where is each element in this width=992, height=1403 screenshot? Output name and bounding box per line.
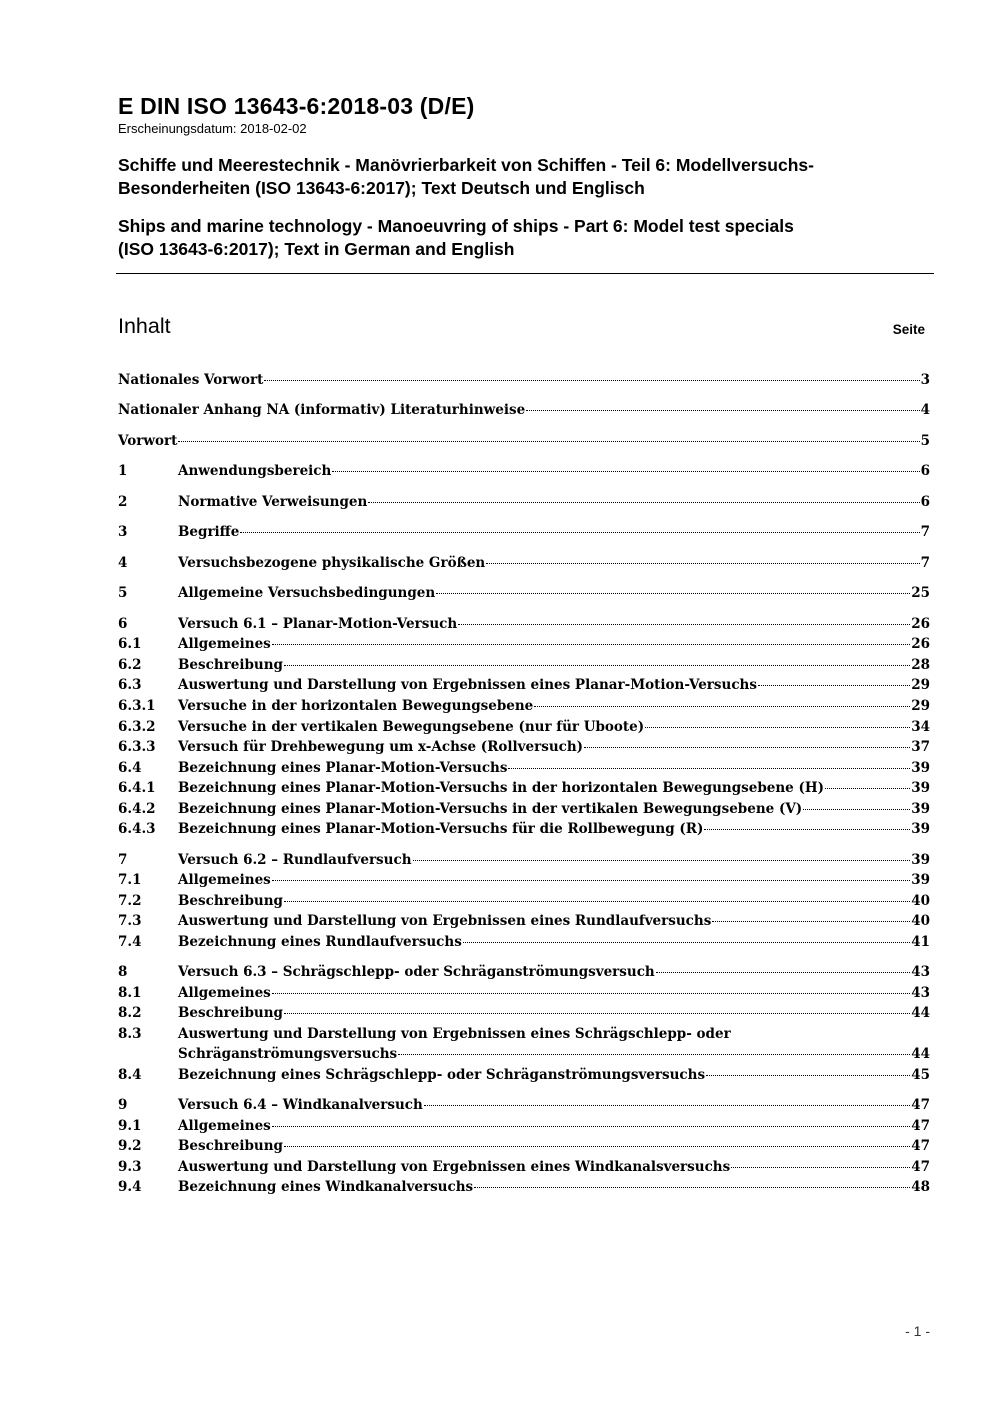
toc-entry[interactable]: [118, 636, 930, 656]
toc-entry-title: Bezeichnung eines Rundlaufversuchs: [178, 934, 462, 950]
toc-entry-text: [178, 1138, 930, 1154]
toc-entry-number: 6.4.2: [118, 801, 156, 817]
toc-entry-number: 1: [118, 463, 128, 479]
toc-entry-text: [178, 1067, 930, 1083]
toc-dot-leader: [534, 706, 910, 707]
toc-entry-title: Allgemeines: [178, 985, 271, 1001]
toc-dot-leader: [825, 788, 910, 789]
toc-entry-text: [178, 1005, 930, 1021]
toc-entry[interactable]: [118, 1067, 930, 1087]
toc-page-label: Seite: [892, 322, 925, 337]
toc-entry-title: Vorwort: [118, 433, 178, 449]
toc-entry-number: 8.1: [118, 985, 142, 1001]
toc-entry-title: Auswertung und Darstellung von Ergebnissen eines Planar-Motion-Versuchs: [178, 677, 757, 693]
toc-entry-page: 40: [911, 913, 930, 929]
toc-dot-leader: [584, 747, 910, 748]
toc-entry[interactable]: [118, 934, 930, 954]
toc-entry-page: 39: [911, 852, 930, 868]
toc-entry-text: [178, 780, 930, 796]
toc-entry-page: 47: [911, 1097, 930, 1113]
toc-dot-leader: [272, 1126, 910, 1127]
document-header: [118, 92, 934, 261]
toc-entry[interactable]: [118, 402, 930, 422]
toc-dot-leader: [240, 532, 919, 533]
toc-entry-text: [178, 913, 930, 929]
toc-entry[interactable]: [118, 433, 930, 453]
toc-entry-page: 4: [920, 402, 930, 418]
toc-dot-leader: [284, 901, 910, 902]
toc-entry-title: Allgemeine Versuchsbedingungen: [178, 585, 436, 601]
toc-entry-title: Versuch 6.3 – Schrägschlepp- oder Schräganströmungsversuch: [178, 964, 655, 980]
toc-dot-leader: [803, 809, 910, 810]
toc-entry-text: [178, 585, 930, 601]
toc-entry-number: 7.2: [118, 893, 142, 909]
toc-entry-title: Versuch 6.2 – Rundlaufversuch: [178, 852, 412, 868]
title-german-line-2: Besonderheiten (ISO 13643-6:2017); Text Deutsch und Englisch: [118, 178, 645, 198]
toc-dot-leader: [486, 563, 919, 564]
toc-entry-text: [178, 463, 930, 479]
toc-entry-title: Nationaler Anhang NA (informativ) Literaturhinweise: [118, 402, 526, 418]
toc-entry-page: 39: [911, 780, 930, 796]
toc-entry-text: [178, 964, 930, 980]
toc-dot-leader: [436, 593, 910, 594]
toc-entry-number: 6.4: [118, 760, 142, 776]
toc-entry[interactable]: [118, 872, 930, 892]
title-english-line-2: (ISO 13643-6:2017); Text in German and English: [118, 239, 515, 259]
toc-entry-page: 47: [911, 1159, 930, 1175]
toc-entry-page: 41: [911, 934, 930, 950]
toc-entry[interactable]: [118, 801, 930, 821]
toc-entry[interactable]: [118, 985, 930, 1005]
toc-entry-text: [178, 760, 930, 776]
toc-entry-text: [178, 1046, 930, 1062]
toc-entry-number: 7: [118, 852, 128, 868]
toc-entry-number: 3: [118, 524, 128, 540]
toc-entry-text: [178, 852, 930, 868]
toc-entry-page: 7: [920, 524, 930, 540]
toc-entry-page: 37: [911, 739, 930, 755]
toc-entry[interactable]: [118, 760, 930, 780]
toc-dot-leader: [656, 972, 910, 973]
toc-entry-title: Beschreibung: [178, 1005, 283, 1021]
toc-entry-title: Beschreibung: [178, 657, 283, 673]
toc-entry[interactable]: [118, 463, 930, 483]
toc-entry-text: [178, 893, 930, 909]
toc-dot-leader: [731, 1167, 910, 1168]
toc-entry-page: 29: [911, 698, 930, 714]
toc-entry-page: 44: [911, 1005, 930, 1021]
toc-entry-title: Versuche in der vertikalen Bewegungsebene (nur für Uboote): [178, 719, 645, 735]
toc-entry-title: Versuch für Drehbewegung um x-Achse (Rollversuch): [178, 739, 584, 755]
toc-dot-leader: [178, 441, 919, 442]
toc-entry[interactable]: [118, 964, 930, 984]
toc-entry-page: 39: [911, 760, 930, 776]
toc-dot-leader: [284, 1013, 910, 1014]
toc-entry-page: 40: [911, 893, 930, 909]
toc-entry-number: 6: [118, 616, 128, 632]
toc-entry-text: [178, 555, 930, 571]
toc-entry[interactable]: [118, 616, 930, 636]
toc-entry-title: Bezeichnung eines Schrägschlepp- oder Schräganströmungsversuchs: [178, 1067, 706, 1083]
toc-entry-page: 39: [911, 801, 930, 817]
toc-entry-number: 9.3: [118, 1159, 142, 1175]
toc-entry[interactable]: [118, 1097, 930, 1117]
toc-entry-number: 4: [118, 555, 128, 571]
toc-entry-number: 8.4: [118, 1067, 142, 1083]
toc-entry-title: Nationales Vorwort: [118, 372, 264, 388]
toc-entry-number: 7.3: [118, 913, 142, 929]
toc-entry-number: 9.2: [118, 1138, 142, 1154]
toc-entry[interactable]: [118, 852, 930, 872]
toc-entry-page: 5: [920, 433, 930, 449]
toc-entry[interactable]: [118, 1046, 930, 1066]
toc-entry-text: [178, 524, 930, 540]
toc-entry-text: [178, 1159, 930, 1175]
toc-entry-page: 47: [911, 1138, 930, 1154]
toc-heading: Inhalt: [118, 314, 171, 338]
toc-entry-title: Anwendungsbereich: [178, 463, 332, 479]
toc-entry-title: Versuche in der horizontalen Bewegungsebene: [178, 698, 534, 714]
toc-entry[interactable]: [118, 1138, 930, 1158]
toc-entry-text: [118, 402, 930, 418]
toc-dot-leader: [463, 942, 910, 943]
toc-dot-leader: [264, 380, 919, 381]
toc-entry[interactable]: [118, 1026, 930, 1046]
toc-entry-page: 48: [911, 1179, 930, 1195]
toc-entry-text: [178, 677, 930, 693]
toc-entry-number: 6.3.3: [118, 739, 156, 755]
toc-entry-title: Allgemeines: [178, 872, 271, 888]
toc-entry-number: 6.4.3: [118, 821, 156, 837]
toc-entry-text: [178, 801, 930, 817]
toc-entry-page: 29: [911, 677, 930, 693]
toc-entry[interactable]: [118, 739, 930, 759]
toc-entry-text: [178, 698, 930, 714]
toc-entry[interactable]: [118, 1005, 930, 1025]
toc-entry[interactable]: [118, 585, 930, 605]
toc-entry-page: 28: [911, 657, 930, 673]
toc-dot-leader: [368, 502, 919, 503]
toc-entry-page: 47: [911, 1118, 930, 1134]
toc-entry-number: 7.1: [118, 872, 142, 888]
toc-entry-text: [178, 1179, 930, 1195]
toc-entry-title: Allgemeines: [178, 636, 271, 652]
toc-dot-leader: [332, 471, 919, 472]
toc-entry-text: [178, 1026, 930, 1042]
toc-entry-title: Bezeichnung eines Planar-Motion-Versuchs: [178, 760, 508, 776]
toc-entry-title: Auswertung und Darstellung von Ergebnissen eines Windkanalsversuchs: [178, 1159, 731, 1175]
toc-entry-text: [178, 934, 930, 950]
toc-entry-page: 43: [911, 964, 930, 980]
toc-entry[interactable]: [118, 821, 930, 841]
toc-dot-leader: [758, 685, 910, 686]
toc-entry-text: [178, 494, 930, 510]
toc-entry-number: 2: [118, 494, 128, 510]
publication-date: Erscheinungsdatum: 2018-02-02: [118, 121, 307, 136]
toc-dot-leader: [706, 1075, 910, 1076]
toc-entry[interactable]: [118, 698, 930, 718]
toc-entry-page: 34: [911, 719, 930, 735]
toc-entry-page: 25: [911, 585, 930, 601]
toc-entry-title: Versuch 6.4 – Windkanalversuch: [178, 1097, 423, 1113]
toc-entry[interactable]: [118, 657, 930, 677]
toc-dot-leader: [272, 880, 910, 881]
toc-dot-leader: [704, 829, 910, 830]
toc-entry-page: 43: [911, 985, 930, 1001]
toc-entry-title: Bezeichnung eines Planar-Motion-Versuchs in der horizontalen Bewegungsebene (H): [178, 780, 824, 796]
toc-dot-leader: [413, 860, 911, 861]
toc-entry-page: 45: [911, 1067, 930, 1083]
toc-entry-page: 39: [911, 872, 930, 888]
page-number: - 1 -: [905, 1323, 930, 1339]
toc-entry-number: 7.4: [118, 934, 142, 950]
toc-entry-number: 6.3.2: [118, 719, 156, 735]
toc-entry-title: Versuch 6.1 – Planar-Motion-Versuch: [178, 616, 458, 632]
toc-entry[interactable]: [118, 677, 930, 697]
toc-entry-page: 26: [911, 636, 930, 652]
toc-dot-leader: [645, 727, 910, 728]
toc-entry-title: Normative Verweisungen: [178, 494, 368, 510]
document-number: E DIN ISO 13643-6:2018-03 (D/E): [118, 93, 475, 119]
toc-entry[interactable]: [118, 555, 930, 575]
toc-entry[interactable]: [118, 893, 930, 913]
toc-entry-page: 39: [911, 821, 930, 837]
toc-entry-title: Versuchsbezogene physikalische Größen: [178, 555, 486, 571]
toc-entry-page: 26: [911, 616, 930, 632]
toc-entry-page: 6: [920, 494, 930, 510]
toc-dot-leader: [398, 1054, 910, 1055]
toc-entry[interactable]: [118, 780, 930, 800]
toc-entry[interactable]: [118, 1179, 930, 1199]
toc-entry-text: [178, 872, 930, 888]
toc-entry-title: Schräganströmungsversuchs: [178, 1046, 398, 1062]
toc-dot-leader: [284, 1146, 910, 1147]
toc-entry-number: 8.3: [118, 1026, 142, 1042]
toc-entry-text: [178, 821, 930, 837]
toc-dot-leader: [272, 644, 910, 645]
toc-entry[interactable]: [118, 1118, 930, 1138]
title-english: [118, 215, 934, 261]
toc-entry-text: [178, 636, 930, 652]
toc-entry-page: 7: [920, 555, 930, 571]
toc-dot-leader: [526, 410, 919, 411]
toc-entry-text: [178, 719, 930, 735]
toc-entry-text: [118, 372, 930, 388]
toc-entry-number: 6.1: [118, 636, 142, 652]
toc-dot-leader: [712, 921, 910, 922]
title-english-line-1: Ships and marine technology - Manoeuvring of ships - Part 6: Model test specials: [118, 216, 794, 236]
toc-dot-leader: [272, 993, 910, 994]
toc-dot-leader: [284, 665, 910, 666]
toc-entry-text: [178, 616, 930, 632]
toc-entry-text: [118, 433, 930, 449]
toc-entry-text: [178, 1118, 930, 1134]
toc-entry-text: [178, 1097, 930, 1113]
toc-entry-title: Begriffe: [178, 524, 240, 540]
toc-dot-leader: [474, 1187, 910, 1188]
toc-entry-title: Allgemeines: [178, 1118, 271, 1134]
toc-entry-title: Beschreibung: [178, 893, 283, 909]
toc-dot-leader: [424, 1105, 910, 1106]
toc-entry-page: 6: [920, 463, 930, 479]
toc-entry-text: [178, 985, 930, 1001]
toc-entry-number: 6.3: [118, 677, 142, 693]
toc-entry-text: [178, 739, 930, 755]
toc-entry-title: Auswertung und Darstellung von Ergebnissen eines Rundlaufversuchs: [178, 913, 712, 929]
toc-entry-title: Bezeichnung eines Planar-Motion-Versuchs für die Rollbewegung (R): [178, 821, 704, 837]
toc-entry-text: [178, 657, 930, 673]
toc-dot-leader: [508, 768, 910, 769]
toc-entry-number: 9.1: [118, 1118, 142, 1134]
toc-entry-page: 3: [920, 372, 930, 388]
toc-entry-title: Bezeichnung eines Windkanalversuchs: [178, 1179, 474, 1195]
toc-entry-page: 44: [911, 1046, 930, 1062]
toc-entry[interactable]: [118, 372, 930, 392]
toc-entry-number: 6.3.1: [118, 698, 156, 714]
title-german-line-1: Schiffe und Meerestechnik - Manövrierbarkeit von Schiffen - Teil 6: Modellversuchs-: [118, 155, 814, 175]
toc-dot-leader: [458, 624, 910, 625]
toc-entry[interactable]: [118, 913, 930, 933]
toc-entry-number: 8.2: [118, 1005, 142, 1021]
toc-entry[interactable]: [118, 1159, 930, 1179]
toc-entry-number: 8: [118, 964, 128, 980]
toc-entry-number: 9: [118, 1097, 128, 1113]
toc-entry-number: 5: [118, 585, 128, 601]
toc-entry-title: Beschreibung: [178, 1138, 283, 1154]
toc-entry-title: Bezeichnung eines Planar-Motion-Versuchs in der vertikalen Bewegungsebene (V): [178, 801, 803, 817]
toc-entry[interactable]: [118, 494, 930, 514]
toc-entry-number: 6.2: [118, 657, 142, 673]
title-german: [118, 154, 934, 200]
toc-entry-number: 9.4: [118, 1179, 142, 1195]
header-divider: [116, 273, 934, 274]
toc-entry-title: Auswertung und Darstellung von Ergebnissen eines Schrägschlepp- oder: [178, 1026, 731, 1042]
toc-entry[interactable]: [118, 524, 930, 544]
toc-entry-number: 6.4.1: [118, 780, 156, 796]
toc-entry[interactable]: [118, 719, 930, 739]
